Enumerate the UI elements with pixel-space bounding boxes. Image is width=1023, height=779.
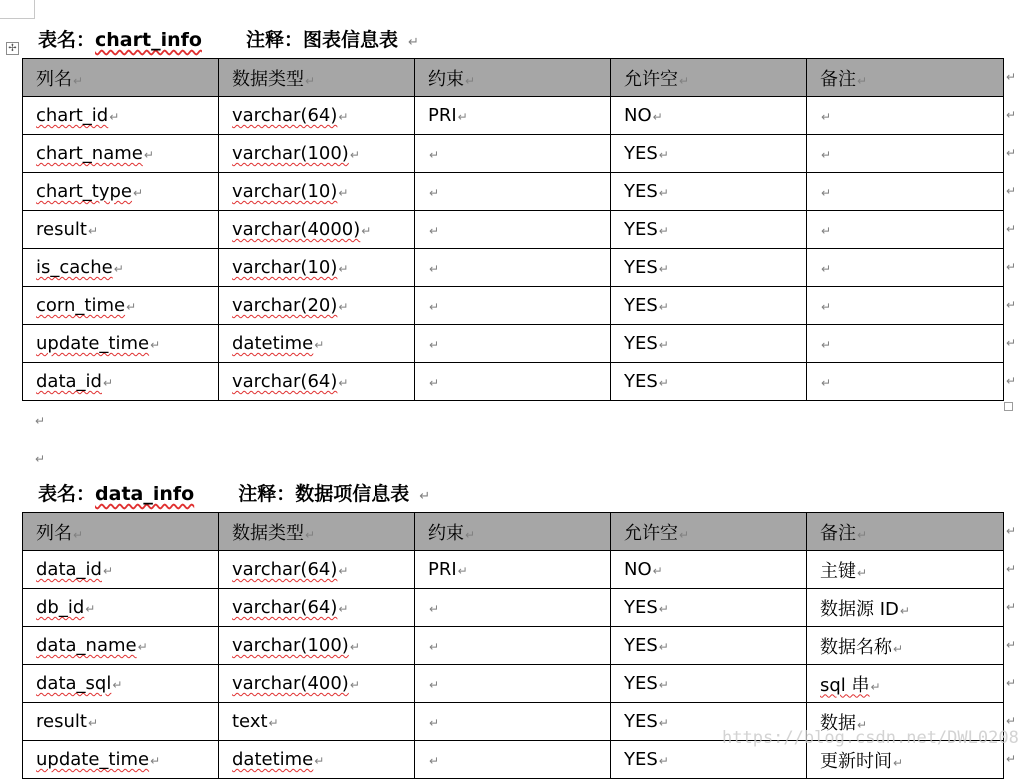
cell-text: varchar(10) xyxy=(232,257,338,278)
paragraph-mark-icon: ↵ xyxy=(407,35,419,50)
table-cell[interactable] xyxy=(23,173,219,211)
cell-text: sql 串 xyxy=(820,674,870,696)
table-cell[interactable] xyxy=(415,325,611,363)
cell-end-mark-icon: ↵ xyxy=(150,338,161,352)
cell-end-mark-icon: ↵ xyxy=(429,754,440,768)
cell-text: corn_time xyxy=(36,295,126,316)
cell-end-mark-icon: ↵ xyxy=(658,376,669,390)
row-end-mark-icon: ↵ xyxy=(1006,222,1017,236)
cell-end-mark-icon: ↵ xyxy=(821,224,832,238)
cell-end-mark-icon: ↵ xyxy=(679,73,690,88)
table-cell[interactable] xyxy=(219,703,415,741)
cell-end-mark-icon: ↵ xyxy=(658,678,669,692)
cell-text: 更新时间 xyxy=(820,750,892,772)
cell-end-mark-icon: ↵ xyxy=(658,148,669,162)
cell-text: data_name xyxy=(36,635,137,656)
cell-text: YES xyxy=(624,749,658,770)
cell-text: YES xyxy=(624,597,658,618)
table-row xyxy=(23,135,1004,173)
cell-text: varchar(100) xyxy=(232,143,349,164)
row-end-mark-icon: ↵ xyxy=(1006,146,1017,160)
cell-end-mark-icon: ↵ xyxy=(102,564,114,578)
cell-end-mark-icon: ↵ xyxy=(821,110,832,124)
table-cell[interactable] xyxy=(415,211,611,249)
table-row xyxy=(23,665,1004,703)
table-cell[interactable] xyxy=(611,551,807,589)
table-cell[interactable] xyxy=(23,627,219,665)
empty-paragraph-mark-icon: ↵ xyxy=(35,414,46,428)
cell-end-mark-icon: ↵ xyxy=(305,73,316,88)
table-row xyxy=(23,551,1004,589)
cell-end-mark-icon: ↵ xyxy=(133,186,144,200)
table-row xyxy=(23,211,1004,249)
cell-text: 数据名称 xyxy=(820,636,892,658)
cell-text: datetime xyxy=(232,749,314,770)
column-header-label: 允许空 xyxy=(624,68,678,90)
cell-end-mark-icon: ↵ xyxy=(143,148,154,162)
cell-text: result xyxy=(36,219,87,240)
cell-text: chart_type xyxy=(36,181,133,202)
cell-end-mark-icon: ↵ xyxy=(658,754,669,768)
paragraph-mark-icon: ↵ xyxy=(419,489,431,504)
table-cell[interactable] xyxy=(23,249,219,287)
empty-paragraph-mark-icon: ↵ xyxy=(35,452,46,466)
cell-end-mark-icon: ↵ xyxy=(821,148,832,162)
cell-end-mark-icon: ↵ xyxy=(821,300,832,314)
table-header-row xyxy=(23,59,1004,97)
cell-text: update_time xyxy=(36,749,150,770)
cell-text: YES xyxy=(624,371,658,392)
table-cell[interactable] xyxy=(415,703,611,741)
table-cell[interactable] xyxy=(611,665,807,703)
cell-end-mark-icon: ↵ xyxy=(361,224,372,238)
cell-end-mark-icon: ↵ xyxy=(126,300,137,314)
table-cell[interactable] xyxy=(415,97,611,135)
cell-end-mark-icon: ↵ xyxy=(429,186,440,200)
cell-end-mark-icon: ↵ xyxy=(658,300,669,314)
table-row xyxy=(23,287,1004,325)
table-cell[interactable] xyxy=(23,287,219,325)
cell-end-mark-icon: ↵ xyxy=(652,564,663,578)
table-cell[interactable] xyxy=(807,627,1004,665)
cell-end-mark-icon: ↵ xyxy=(457,564,468,578)
cell-end-mark-icon: ↵ xyxy=(150,754,161,768)
cell-end-mark-icon: ↵ xyxy=(85,602,96,616)
cell-text: text xyxy=(232,711,268,732)
table-cell[interactable] xyxy=(219,287,415,325)
cell-text: varchar(20) xyxy=(232,295,338,316)
column-header xyxy=(415,513,611,551)
cell-end-mark-icon: ↵ xyxy=(305,527,316,542)
cell-end-mark-icon: ↵ xyxy=(349,148,360,162)
table-move-handle-icon[interactable]: ✢ xyxy=(6,42,19,55)
column-header xyxy=(611,59,807,97)
cell-text: varchar(64) xyxy=(232,559,338,580)
row-end-mark-icon: ↵ xyxy=(1006,638,1017,652)
cell-text: is_cache xyxy=(36,257,113,278)
table-cell[interactable] xyxy=(219,211,415,249)
table-cell[interactable] xyxy=(611,287,807,325)
cell-text: YES xyxy=(624,143,658,164)
cell-text: varchar(400) xyxy=(232,673,349,694)
table-row xyxy=(23,249,1004,287)
table-cell[interactable] xyxy=(807,589,1004,627)
column-header-label: 数据类型 xyxy=(232,68,304,90)
caption-table-name: data_info xyxy=(95,483,195,505)
cell-text: chart_name xyxy=(36,143,143,164)
row-end-mark-icon: ↵ xyxy=(1006,108,1017,122)
cell-end-mark-icon: ↵ xyxy=(857,73,868,88)
table-row xyxy=(23,97,1004,135)
cell-end-mark-icon: ↵ xyxy=(870,679,881,694)
cell-end-mark-icon: ↵ xyxy=(87,224,98,238)
table-cell[interactable] xyxy=(415,551,611,589)
cell-end-mark-icon: ↵ xyxy=(338,376,349,390)
cell-text: PRI xyxy=(428,559,457,580)
table-cell[interactable] xyxy=(23,363,219,401)
cell-end-mark-icon: ↵ xyxy=(338,262,349,276)
cell-end-mark-icon: ↵ xyxy=(658,602,669,616)
column-header-label: 数据类型 xyxy=(232,522,304,544)
cell-end-mark-icon: ↵ xyxy=(658,262,669,276)
table-cell[interactable] xyxy=(807,287,1004,325)
column-header xyxy=(807,513,1004,551)
table-cell[interactable] xyxy=(611,627,807,665)
cell-end-mark-icon: ↵ xyxy=(102,376,114,390)
cell-end-mark-icon: ↵ xyxy=(349,678,360,692)
row-end-mark-icon: ↵ xyxy=(1006,676,1017,690)
table-cell[interactable] xyxy=(807,249,1004,287)
table-row xyxy=(23,173,1004,211)
table-cell[interactable] xyxy=(807,135,1004,173)
row-end-mark-icon: ↵ xyxy=(1006,184,1017,198)
column-header-label: 约束 xyxy=(428,68,464,90)
row-end-mark-icon: ↵ xyxy=(1006,374,1017,388)
table-cell[interactable] xyxy=(611,363,807,401)
cell-text: 数据 xyxy=(820,712,856,734)
cell-text: YES xyxy=(624,219,658,240)
table-cell[interactable] xyxy=(23,741,219,779)
cell-end-mark-icon: ↵ xyxy=(112,678,123,692)
cell-end-mark-icon: ↵ xyxy=(429,300,440,314)
row-end-mark-icon: ↵ xyxy=(1006,752,1017,766)
cell-text: data_sql xyxy=(36,673,112,694)
table-cell[interactable] xyxy=(611,211,807,249)
table-cell[interactable] xyxy=(23,703,219,741)
cell-end-mark-icon: ↵ xyxy=(338,300,349,314)
cell-text: datetime xyxy=(232,333,314,354)
cell-text: YES xyxy=(624,333,658,354)
table-chart-info xyxy=(22,58,1004,401)
table-cell[interactable] xyxy=(219,551,415,589)
caption-table-name: chart_info xyxy=(95,29,202,51)
cell-end-mark-icon: ↵ xyxy=(893,755,904,770)
table-cell[interactable] xyxy=(219,741,415,779)
table-cell[interactable] xyxy=(219,249,415,287)
cell-end-mark-icon: ↵ xyxy=(113,262,124,276)
table-caption-chart-info xyxy=(38,28,419,55)
table-cell[interactable] xyxy=(23,665,219,703)
cell-text: varchar(10) xyxy=(232,181,338,202)
cell-end-mark-icon: ↵ xyxy=(658,224,669,238)
column-header xyxy=(23,513,219,551)
table-cell[interactable] xyxy=(807,325,1004,363)
cell-end-mark-icon: ↵ xyxy=(429,716,440,730)
table-cell[interactable] xyxy=(807,211,1004,249)
cell-end-mark-icon: ↵ xyxy=(338,110,349,124)
column-header-label: 备注 xyxy=(820,522,856,544)
table-cell[interactable] xyxy=(23,135,219,173)
cell-end-mark-icon: ↵ xyxy=(857,717,868,732)
row-end-mark-icon: ↵ xyxy=(1006,70,1017,84)
table-cell[interactable] xyxy=(415,627,611,665)
cell-end-mark-icon: ↵ xyxy=(429,338,440,352)
table-header-row xyxy=(23,513,1004,551)
column-header xyxy=(611,513,807,551)
cell-text: YES xyxy=(624,711,658,732)
cell-text: data_id xyxy=(36,559,102,580)
table-cell[interactable] xyxy=(219,363,415,401)
cell-end-mark-icon: ↵ xyxy=(652,110,663,124)
column-header xyxy=(219,59,415,97)
cell-end-mark-icon: ↵ xyxy=(429,262,440,276)
table-cell[interactable] xyxy=(807,665,1004,703)
table-row xyxy=(23,589,1004,627)
cell-text: data_id xyxy=(36,371,102,392)
cell-end-mark-icon: ↵ xyxy=(429,640,440,654)
cell-end-mark-icon: ↵ xyxy=(73,73,84,88)
caption-comment-label: 注释： xyxy=(238,483,296,505)
table-row xyxy=(23,325,1004,363)
caption-comment-label: 注释： xyxy=(245,29,303,51)
cell-end-mark-icon: ↵ xyxy=(457,110,468,124)
cell-text: varchar(100) xyxy=(232,635,349,656)
cell-end-mark-icon: ↵ xyxy=(658,640,669,654)
caption-comment: 数据项信息表 xyxy=(295,483,410,505)
table-cell[interactable] xyxy=(415,135,611,173)
column-header xyxy=(415,59,611,97)
cell-end-mark-icon: ↵ xyxy=(429,148,440,162)
table-cell[interactable] xyxy=(219,97,415,135)
cell-end-mark-icon: ↵ xyxy=(338,564,349,578)
cell-end-mark-icon: ↵ xyxy=(821,262,832,276)
table-cell[interactable] xyxy=(219,665,415,703)
table-cell[interactable] xyxy=(219,173,415,211)
table-cell[interactable] xyxy=(415,363,611,401)
cell-text: chart_id xyxy=(36,105,109,126)
row-end-mark-icon: ↵ xyxy=(1006,562,1017,576)
cell-text: YES xyxy=(624,181,658,202)
column-header-label: 备注 xyxy=(820,68,856,90)
table-caption-data-info xyxy=(38,482,430,509)
cell-end-mark-icon: ↵ xyxy=(899,603,910,618)
table-cell[interactable] xyxy=(611,325,807,363)
row-end-mark-icon: ↵ xyxy=(1006,336,1017,350)
row-end-mark-icon: ↵ xyxy=(1006,298,1017,312)
cell-text: YES xyxy=(624,635,658,656)
table-cell[interactable] xyxy=(611,249,807,287)
cell-text: varchar(4000) xyxy=(232,219,361,240)
cell-end-mark-icon: ↵ xyxy=(429,376,440,390)
cell-text: update_time xyxy=(36,333,150,354)
column-header xyxy=(219,513,415,551)
table-cell[interactable] xyxy=(219,627,415,665)
table-cell[interactable] xyxy=(415,287,611,325)
cell-end-mark-icon: ↵ xyxy=(73,527,84,542)
table-cell[interactable] xyxy=(23,551,219,589)
column-header xyxy=(23,59,219,97)
cell-end-mark-icon: ↵ xyxy=(137,640,148,654)
table-row xyxy=(23,363,1004,401)
table-cell[interactable] xyxy=(23,211,219,249)
cell-text: YES xyxy=(624,257,658,278)
column-header-label: 列名 xyxy=(36,68,72,90)
column-header-label: 列名 xyxy=(36,522,72,544)
column-header-label: 允许空 xyxy=(624,522,678,544)
cell-end-mark-icon: ↵ xyxy=(338,186,349,200)
cell-end-mark-icon: ↵ xyxy=(349,640,360,654)
cell-end-mark-icon: ↵ xyxy=(87,716,98,730)
caption-label: 表名： xyxy=(38,29,96,51)
cell-end-mark-icon: ↵ xyxy=(821,186,832,200)
table-resize-handle-icon[interactable] xyxy=(1004,402,1013,411)
cell-text: YES xyxy=(624,673,658,694)
table-cell[interactable] xyxy=(807,173,1004,211)
table-cell[interactable] xyxy=(415,741,611,779)
table-cell[interactable] xyxy=(807,363,1004,401)
cell-end-mark-icon: ↵ xyxy=(465,527,476,542)
cell-end-mark-icon: ↵ xyxy=(429,602,440,616)
cell-end-mark-icon: ↵ xyxy=(429,224,440,238)
cell-text: 主键 xyxy=(820,560,856,582)
watermark-text: https://blog.csdn.net/DWL0208 xyxy=(722,728,1019,748)
cell-end-mark-icon: ↵ xyxy=(658,716,669,730)
cell-end-mark-icon: ↵ xyxy=(893,641,904,656)
table-cell[interactable] xyxy=(415,589,611,627)
table-cell[interactable] xyxy=(611,135,807,173)
table-cell[interactable] xyxy=(219,325,415,363)
cell-end-mark-icon: ↵ xyxy=(679,527,690,542)
cell-end-mark-icon: ↵ xyxy=(857,565,868,580)
cell-end-mark-icon: ↵ xyxy=(109,110,120,124)
cell-end-mark-icon: ↵ xyxy=(268,716,279,730)
cell-end-mark-icon: ↵ xyxy=(429,678,440,692)
cell-text: YES xyxy=(624,295,658,316)
table-cell[interactable] xyxy=(219,589,415,627)
column-header xyxy=(807,59,1004,97)
cell-end-mark-icon: ↵ xyxy=(338,602,349,616)
table-cell[interactable] xyxy=(23,97,219,135)
row-end-mark-icon: ↵ xyxy=(1006,714,1017,728)
table-cell[interactable] xyxy=(807,551,1004,589)
caption-comment: 图表信息表 xyxy=(302,29,398,51)
cell-text: varchar(64) xyxy=(232,597,338,618)
row-end-mark-icon: ↵ xyxy=(1006,524,1017,538)
cell-end-mark-icon: ↵ xyxy=(314,338,325,352)
row-end-mark-icon: ↵ xyxy=(1006,260,1017,274)
cell-text: NO xyxy=(624,559,652,580)
cell-end-mark-icon: ↵ xyxy=(821,338,832,352)
caption-label: 表名： xyxy=(38,483,96,505)
table-cell[interactable] xyxy=(23,325,219,363)
cell-text: PRI xyxy=(428,105,457,126)
table-cell[interactable] xyxy=(611,173,807,211)
cell-end-mark-icon: ↵ xyxy=(857,527,868,542)
table-cell[interactable] xyxy=(611,97,807,135)
table-row xyxy=(23,627,1004,665)
cell-end-mark-icon: ↵ xyxy=(465,73,476,88)
cell-text: varchar(64) xyxy=(232,105,338,126)
table-cell[interactable] xyxy=(219,135,415,173)
cell-end-mark-icon: ↵ xyxy=(658,186,669,200)
cell-text: db_id xyxy=(36,597,85,618)
cell-end-mark-icon: ↵ xyxy=(821,376,832,390)
table-cell[interactable] xyxy=(611,589,807,627)
table-cell[interactable] xyxy=(415,173,611,211)
cell-text: result xyxy=(36,711,87,732)
cell-end-mark-icon: ↵ xyxy=(658,338,669,352)
page-margin-corner xyxy=(0,0,35,19)
table-cell[interactable] xyxy=(415,665,611,703)
cell-text: 数据源 ID xyxy=(820,598,899,620)
column-header-label: 约束 xyxy=(428,522,464,544)
table-cell[interactable] xyxy=(415,249,611,287)
cell-end-mark-icon: ↵ xyxy=(314,754,325,768)
cell-text: varchar(64) xyxy=(232,371,338,392)
row-end-mark-icon: ↵ xyxy=(1006,600,1017,614)
table-cell[interactable] xyxy=(807,97,1004,135)
table-cell[interactable] xyxy=(23,589,219,627)
cell-text: NO xyxy=(624,105,652,126)
